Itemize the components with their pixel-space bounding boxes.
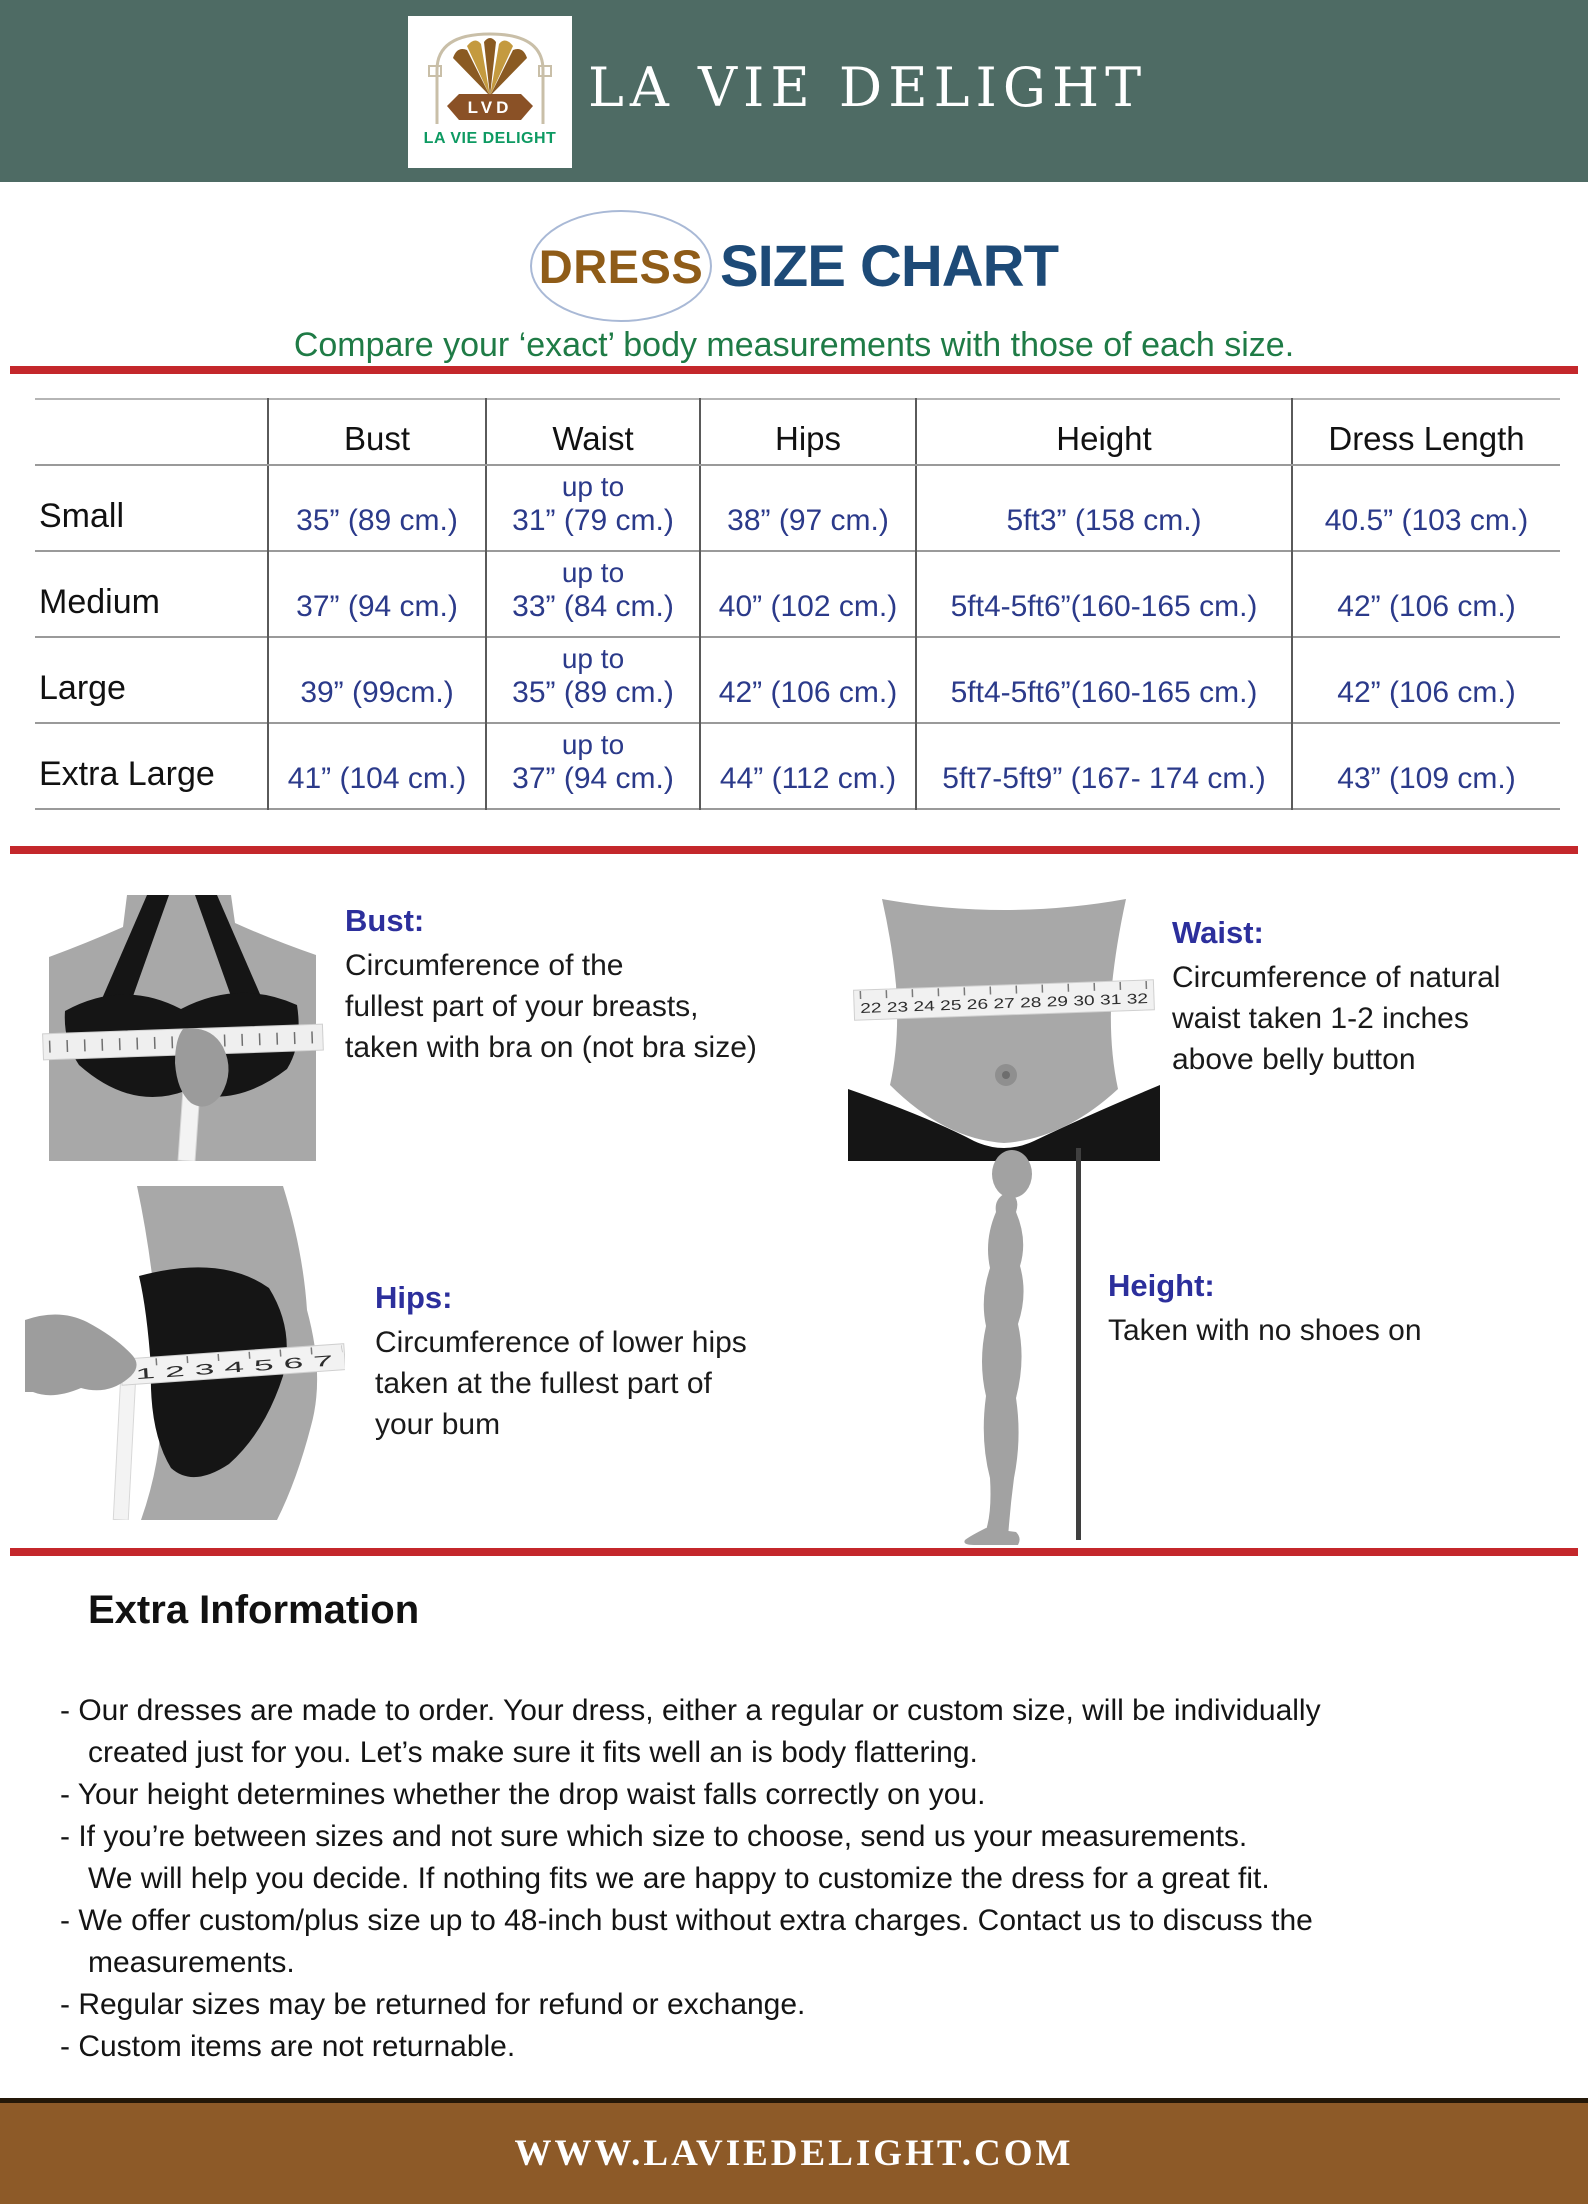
column-header-size bbox=[35, 399, 268, 465]
waist-measurement-icon bbox=[848, 893, 1160, 1161]
belly-button-center bbox=[1002, 1071, 1010, 1079]
table-row bbox=[35, 465, 1560, 551]
footer-band bbox=[0, 2098, 1588, 2204]
bust-guide-text: fullest part of your breasts, bbox=[345, 990, 699, 1023]
bust-value: 39” (99cm.) bbox=[268, 637, 486, 723]
dress-length-value: 42” (106 cm.) bbox=[1292, 551, 1560, 637]
bust-guide-label: Bust: bbox=[345, 903, 425, 938]
waist-value bbox=[486, 637, 700, 723]
waist-value bbox=[486, 465, 700, 551]
table-row bbox=[35, 723, 1560, 809]
bust-guide-text: Circumference of the bbox=[345, 949, 624, 982]
logo-arch-detail-left bbox=[429, 66, 441, 76]
waist-guide-text: Circumference of natural bbox=[1172, 961, 1501, 994]
hand bbox=[25, 1314, 137, 1395]
bust-value: 37” (94 cm.) bbox=[268, 551, 486, 637]
waist-number: 31” (79 cm.) bbox=[512, 504, 674, 537]
bullet-text: - Regular sizes may be returned for refund or exchange. bbox=[60, 1988, 806, 2021]
list-item bbox=[60, 1774, 1560, 1816]
list-item bbox=[60, 1816, 1560, 1900]
list-item bbox=[60, 2026, 1560, 2068]
waist-note: up to bbox=[561, 643, 625, 674]
subtitle: Compare your ‘exact’ body measurements with those of each size. bbox=[293, 326, 1295, 364]
column-header-dress-length: Dress Length bbox=[1292, 399, 1560, 465]
hips-illustration bbox=[25, 1180, 345, 1525]
logo-monogram: LVD bbox=[467, 98, 513, 117]
title-group bbox=[530, 210, 1058, 322]
height-value: 5ft4-5ft6”(160-165 cm.) bbox=[916, 637, 1292, 723]
height-guide-label: Height: bbox=[1108, 1268, 1215, 1303]
lvd-logo-icon bbox=[415, 20, 565, 128]
hips-guide-text: your bum bbox=[375, 1408, 501, 1441]
size-label: Large bbox=[39, 669, 126, 707]
body-silhouette bbox=[882, 899, 1126, 1143]
list-item bbox=[60, 1900, 1560, 1984]
height-measurement-icon bbox=[950, 1148, 1100, 1546]
hanging-tape bbox=[113, 1372, 136, 1520]
bust-measurement-icon bbox=[35, 893, 330, 1161]
logo-arch-detail-right bbox=[539, 66, 551, 76]
waist-note: up to bbox=[561, 557, 625, 588]
table-row bbox=[35, 637, 1560, 723]
bullet-text: measurements. bbox=[88, 1946, 295, 1979]
hips-value: 38” (97 cm.) bbox=[700, 465, 916, 551]
column-header-bust: Bust bbox=[268, 399, 486, 465]
extra-information-list bbox=[60, 1690, 1560, 2068]
tape-numbers: 22 23 24 25 26 27 28 29 30 31 32 bbox=[859, 992, 1071, 1017]
standing-figure bbox=[964, 1150, 1032, 1545]
column-header-height: Height bbox=[916, 399, 1292, 465]
bullet-text: - If you’re between sizes and not sure which size to choose, send us your measurements. bbox=[60, 1820, 1248, 1853]
waist-number: 35” (89 cm.) bbox=[512, 676, 674, 709]
logo-caption: LA VIE DELIGHT bbox=[423, 130, 557, 147]
brand-logo bbox=[408, 16, 572, 168]
hips-guide-label: Hips: bbox=[375, 1280, 453, 1315]
title-row bbox=[0, 210, 1588, 322]
bullet-text: created just for you. Let’s make sure it fits well an is body flattering. bbox=[88, 1736, 978, 1769]
size-label: Extra Large bbox=[39, 755, 215, 793]
list-item bbox=[60, 1984, 1560, 2026]
waist-number: 33” (84 cm.) bbox=[512, 590, 674, 623]
bullet-text: - We offer custom/plus size up to 48-inch bust without extra charges. Contact us to discuss the bbox=[60, 1904, 1313, 1937]
list-item bbox=[60, 1690, 1560, 1774]
bust-guide-text: taken with bra on (not bra size) bbox=[345, 1031, 757, 1064]
divider-red-middle bbox=[10, 846, 1578, 854]
hips-measurement-icon bbox=[25, 1180, 345, 1520]
waist-guide bbox=[1172, 915, 1582, 1080]
waist-value bbox=[486, 551, 700, 637]
bust-value: 41” (104 cm.) bbox=[268, 723, 486, 809]
bullet-text: We will help you decide. If nothing fits we are happy to customize the dress for a great fit. bbox=[88, 1862, 1270, 1895]
height-value: 5ft3” (158 cm.) bbox=[916, 465, 1292, 551]
bust-illustration bbox=[35, 893, 330, 1166]
height-value: 5ft7-5ft9” (167- 174 cm.) bbox=[916, 723, 1292, 809]
dress-length-value: 40.5” (103 cm.) bbox=[1292, 465, 1560, 551]
brand-title: LA VIE DELIGHT bbox=[588, 56, 1148, 119]
waist-illustration bbox=[848, 893, 1160, 1166]
extra-information-heading: Extra Information bbox=[88, 1588, 420, 1632]
hips-value: 40” (102 cm.) bbox=[700, 551, 916, 637]
table-row bbox=[35, 551, 1560, 637]
hips-guide bbox=[375, 1280, 835, 1445]
size-table bbox=[35, 398, 1560, 810]
height-ruler-line bbox=[1076, 1148, 1081, 1540]
dress-length-value: 43” (109 cm.) bbox=[1292, 723, 1560, 809]
bullet-text: - Custom items are not returnable. bbox=[60, 2030, 516, 2063]
height-guide-text: Taken with no shoes on bbox=[1108, 1314, 1422, 1347]
divider-red-top bbox=[10, 366, 1578, 374]
table-header-row bbox=[35, 399, 1560, 465]
waist-number: 37” (94 cm.) bbox=[512, 762, 674, 795]
bust-value: 35” (89 cm.) bbox=[268, 465, 486, 551]
bullet-text: - Our dresses are made to order. Your dress, either a regular or custom size, will be individually bbox=[60, 1694, 1321, 1727]
column-header-hips: Hips bbox=[700, 399, 916, 465]
waist-guide-label: Waist: bbox=[1172, 915, 1264, 950]
waist-note: up to bbox=[561, 729, 625, 760]
column-header-waist: Waist bbox=[486, 399, 700, 465]
size-label: Medium bbox=[39, 583, 160, 621]
tape-numbers: 1 2 3 4 5 6 7 bbox=[134, 1360, 220, 1384]
bust-guide bbox=[345, 903, 835, 1068]
waist-guide-text: waist taken 1-2 inches bbox=[1172, 1002, 1469, 1035]
divider-red-bottom bbox=[10, 1548, 1578, 1556]
hips-guide-text: taken at the fullest part of bbox=[375, 1367, 712, 1400]
page-title: SIZE CHART bbox=[720, 233, 1058, 299]
height-illustration bbox=[950, 1148, 1100, 1551]
height-value: 5ft4-5ft6”(160-165 cm.) bbox=[916, 551, 1292, 637]
hips-value: 44” (112 cm.) bbox=[700, 723, 916, 809]
height-guide bbox=[1108, 1268, 1538, 1351]
hips-guide-text: Circumference of lower hips bbox=[375, 1326, 747, 1359]
bullet-text: - Your height determines whether the drop waist falls correctly on you. bbox=[60, 1778, 986, 1811]
header-band bbox=[0, 0, 1588, 182]
size-label: Small bbox=[39, 497, 125, 535]
waist-guide-text: above belly button bbox=[1172, 1043, 1416, 1076]
waist-value bbox=[486, 723, 700, 809]
dress-length-value: 42” (106 cm.) bbox=[1292, 637, 1560, 723]
hips-value: 42” (106 cm.) bbox=[700, 637, 916, 723]
dress-badge: DRESS bbox=[530, 210, 712, 322]
website-url: WWW.LAVIEDELIGHT.COM bbox=[514, 2133, 1074, 2174]
waist-note: up to bbox=[561, 471, 625, 502]
